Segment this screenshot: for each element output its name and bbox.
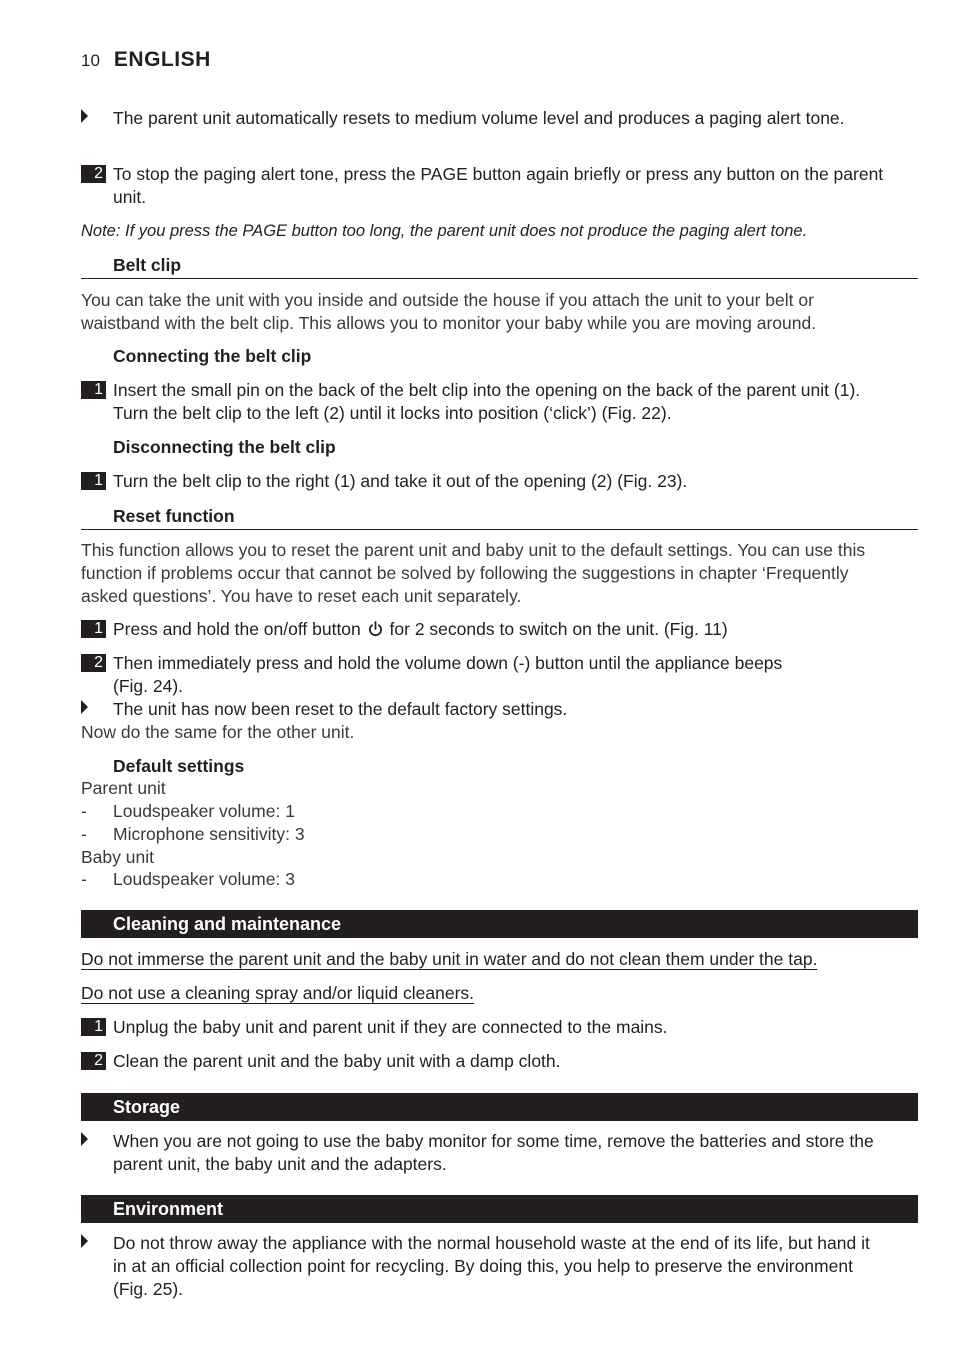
intro-note: Note: If you press the PAGE button too long, the parent unit does not produce the paging alert tone.: [81, 222, 808, 240]
reset-step-1-text-before: Press and hold the on/off button: [113, 619, 361, 639]
dash-marker: -: [81, 869, 87, 889]
page-number: 10: [81, 51, 100, 70]
environment-bullet: [81, 1232, 886, 1301]
cleaning-warning-2: [81, 982, 886, 1005]
intro-step-2: [81, 163, 886, 209]
dash-marker: -: [81, 824, 87, 844]
connecting-belt-clip-heading: Connecting the belt clip: [113, 346, 312, 366]
reset-step-1: [81, 618, 886, 643]
step-number: 2: [81, 1052, 106, 1070]
default-list-item: [81, 823, 886, 846]
bullet-arrow-icon: [81, 109, 91, 123]
intro-bullet: [81, 107, 886, 130]
intro-step-2-text: To stop the paging alert tone, press the PAGE button again briefly or press any button on the parent unit.: [113, 164, 884, 207]
default-list-item: [81, 800, 886, 823]
step-number: 1: [81, 472, 106, 490]
step-number: 2: [81, 654, 106, 672]
storage-bullet-text: When you are not going to use the baby monitor for some time, remove the batteries and store the parent unit, the baby unit and the adapters.: [113, 1131, 874, 1174]
step-number: 1: [81, 620, 106, 638]
connecting-step-1-text: Insert the small pin on the back of the belt clip into the opening on the back of the parent unit (1). Turn the belt clip to the left (2) until it locks into position (‘click’) (Fig. 22).: [113, 380, 861, 423]
belt-clip-heading: Belt clip: [81, 254, 918, 279]
cleaning-step-1-text: Unplug the baby unit and parent unit if they are connected to the mains.: [113, 1017, 668, 1037]
cleaning-step-1: [81, 1016, 886, 1039]
dash-marker: -: [81, 801, 87, 821]
bullet-arrow-icon: [81, 700, 91, 714]
power-icon: [368, 620, 383, 643]
reset-step-2-text: Then immediately press and hold the volume down (-) button until the appliance beeps (Fig. 24).: [113, 653, 783, 696]
reset-step-1-text-after: for 2 seconds to switch on the unit. (Fig. 11): [389, 619, 728, 639]
cleaning-heading: Cleaning and maintenance: [81, 910, 918, 938]
default-settings-heading: Default settings: [113, 756, 245, 776]
environment-bullet-text: Do not throw away the appliance with the normal household waste at the end of its life, but hand it in at an official collection point for recycling. By doing this, you help to preserve the environment (Fig. 25).: [113, 1233, 870, 1299]
environment-heading: Environment: [81, 1195, 918, 1223]
connecting-step-1: [81, 379, 886, 425]
step-number: 2: [81, 165, 106, 183]
parent-unit-label: Parent unit: [81, 778, 166, 798]
storage-heading: Storage: [81, 1093, 918, 1121]
reset-other-unit: Now do the same for the other unit.: [81, 722, 355, 742]
disconnecting-step-1: [81, 470, 886, 493]
cleaning-warning-1-text: Do not immerse the parent unit and the baby unit in water and do not clean them under the tap.: [81, 949, 818, 969]
cleaning-warning-1: [81, 948, 886, 971]
default-item-text: Microphone sensitivity: 3: [113, 824, 305, 844]
reset-function-heading: Reset function: [81, 505, 918, 530]
default-list-item: [81, 868, 886, 891]
baby-unit-label: Baby unit: [81, 847, 154, 867]
step-number: 1: [81, 381, 106, 399]
bullet-arrow-icon: [81, 1132, 91, 1146]
cleaning-step-2: [81, 1050, 886, 1073]
default-item-text: Loudspeaker volume: 1: [113, 801, 295, 821]
cleaning-step-2-text: Clean the parent unit and the baby unit with a damp cloth.: [113, 1051, 561, 1071]
reset-description: This function allows you to reset the parent unit and baby unit to the default settings. You can use this function if problems occur that cannot be solved by following the suggestions in chapter ‘Frequently asked questions’. You have to reset each unit separately.: [81, 540, 866, 606]
bullet-arrow-icon: [81, 1234, 91, 1248]
language-title: ENGLISH: [113, 48, 211, 71]
default-item-text: Loudspeaker volume: 3: [113, 869, 295, 889]
disconnecting-step-1-text: Turn the belt clip to the right (1) and take it out of the opening (2) (Fig. 23).: [113, 471, 688, 491]
intro-bullet-text: The parent unit automatically resets to medium volume level and produces a paging alert tone.: [113, 108, 845, 128]
reset-result: [81, 698, 886, 721]
cleaning-warning-2-text: Do not use a cleaning spray and/or liquid cleaners.: [81, 983, 475, 1003]
disconnecting-belt-clip-heading: Disconnecting the belt clip: [113, 437, 336, 457]
belt-clip-description: You can take the unit with you inside and outside the house if you attach the unit to your belt or waistband with the belt clip. This allows you to monitor your baby while you are moving around.: [81, 290, 817, 333]
reset-result-text: The unit has now been reset to the default factory settings.: [113, 699, 568, 719]
page-header: [81, 48, 211, 74]
storage-bullet: [81, 1130, 886, 1176]
reset-step-2: [81, 652, 886, 698]
step-number: 1: [81, 1018, 106, 1036]
